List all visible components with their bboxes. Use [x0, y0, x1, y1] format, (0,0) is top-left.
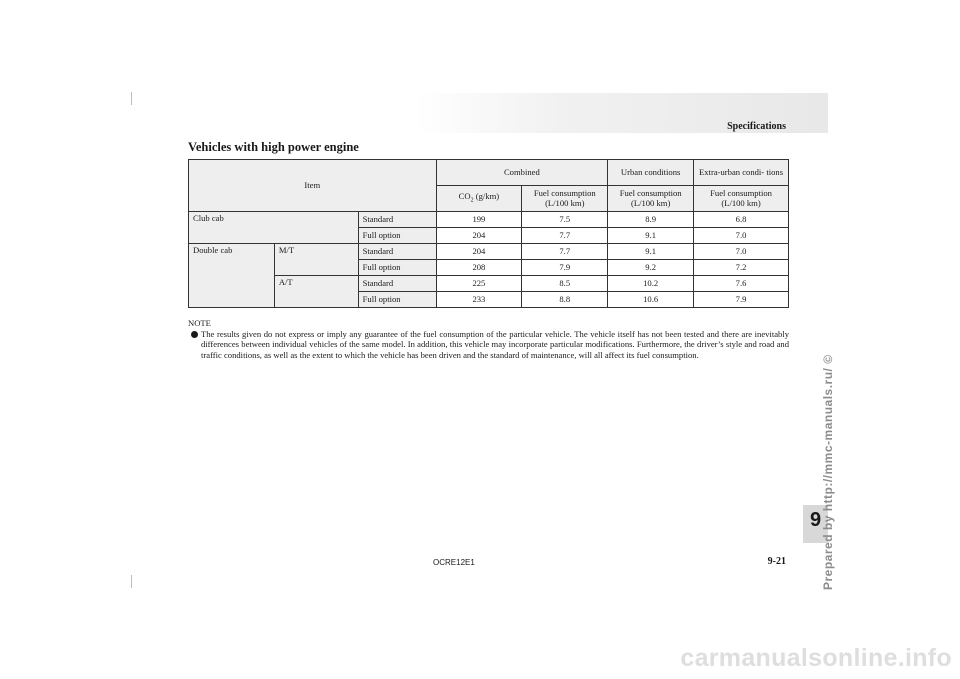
extra-urban-fuel-header [694, 186, 789, 212]
transmission-cell: A/T [274, 276, 358, 308]
co2-header [436, 186, 522, 212]
header-title: Specifications [727, 121, 786, 132]
extra-urban-cell: 7.0 [694, 244, 789, 260]
urban-cell: 9.1 [608, 244, 694, 260]
extra-urban-cell: 7.0 [694, 228, 789, 244]
fuel-label: Fuel consumption [619, 188, 682, 199]
group-cell: Double cab [189, 244, 275, 308]
trim-cell: Standard [358, 212, 436, 228]
item-header: Item [189, 160, 437, 212]
trim-cell: Full option [358, 292, 436, 308]
fuel-unit: (L/100 km) [545, 197, 585, 208]
fuel-unit: (L/100 km) [630, 197, 671, 208]
combined-fuel-header [522, 186, 608, 212]
crop-mark-top-left [131, 92, 132, 105]
urban-cell: 9.1 [608, 228, 694, 244]
crop-mark-bottom-left [131, 575, 132, 588]
fuel-label: Fuel consumption [710, 188, 772, 199]
document-code: OCRE12E1 [433, 558, 475, 567]
table-row [189, 244, 789, 260]
co2-cell: 225 [436, 276, 522, 292]
section-title: Vehicles with high power engine [188, 140, 359, 154]
note-bullet [188, 329, 789, 361]
extra-urban-cell: 7.2 [694, 260, 789, 276]
combined-cell: 7.5 [522, 212, 608, 228]
urban-cell: 9.2 [608, 260, 694, 276]
table-header-row [189, 160, 789, 186]
co2-subscript: 2 [470, 198, 474, 205]
co2-cell: 204 [436, 228, 522, 244]
co2-cell: 208 [436, 260, 522, 276]
table-row [189, 276, 789, 292]
trim-cell: Standard [358, 244, 436, 260]
bullet-icon [191, 331, 198, 338]
urban-cell: 10.2 [608, 276, 694, 292]
trim-cell: Full option [358, 228, 436, 244]
fuel-unit: (L/100 km) [721, 197, 761, 208]
page-number: 9-21 [767, 556, 786, 567]
vertical-watermark: Prepared by http://mmc-manuals.ru/ © [821, 354, 835, 590]
urban-cell: 8.9 [608, 212, 694, 228]
co2-cell: 233 [436, 292, 522, 308]
extra-urban-cell: 7.6 [694, 276, 789, 292]
combined-cell: 8.5 [522, 276, 608, 292]
co2-label: CO [458, 191, 471, 202]
combined-header: Combined [436, 160, 608, 186]
combined-cell: 8.8 [522, 292, 608, 308]
site-watermark: carmanualsonline.info [680, 644, 952, 672]
combined-cell: 7.7 [522, 244, 608, 260]
fuel-label: Fuel consumption [533, 188, 596, 199]
trim-cell: Full option [358, 260, 436, 276]
co2-cell: 204 [436, 244, 522, 260]
combined-cell: 7.7 [522, 228, 608, 244]
urban-fuel-header [608, 186, 694, 212]
combined-cell: 7.9 [522, 260, 608, 276]
extra-urban-header: Extra-urban condi- tions [694, 160, 789, 186]
note-block [188, 318, 789, 360]
table-row [189, 212, 789, 228]
chapter-number: 9 [809, 509, 822, 531]
extra-urban-cell: 6.8 [694, 212, 789, 228]
urban-cell: 10.6 [608, 292, 694, 308]
transmission-cell: M/T [274, 244, 358, 276]
urban-header: Urban conditions [608, 160, 694, 186]
fuel-consumption-table [188, 159, 789, 308]
note-text: The results given do not express or imply any guarantee of the fuel consumption of the particular vehicle. The vehicle itself has not been tested and there are inevitably differences between individual vehicles of the same model. In addition, this vehicle may incorporate particular modifications. Furthermore, the driver’s style and road and traffic conditions, as well as the extent to which the vehicle has been driven and the standard of maintenance, will all affect its fuel consumption. [201, 328, 789, 360]
note-title: NOTE [188, 318, 211, 328]
co2-unit: (g/km) [473, 191, 500, 202]
co2-cell: 199 [436, 212, 522, 228]
group-cell: Club cab [189, 212, 359, 244]
extra-urban-cell: 7.9 [694, 292, 789, 308]
trim-cell: Standard [358, 276, 436, 292]
